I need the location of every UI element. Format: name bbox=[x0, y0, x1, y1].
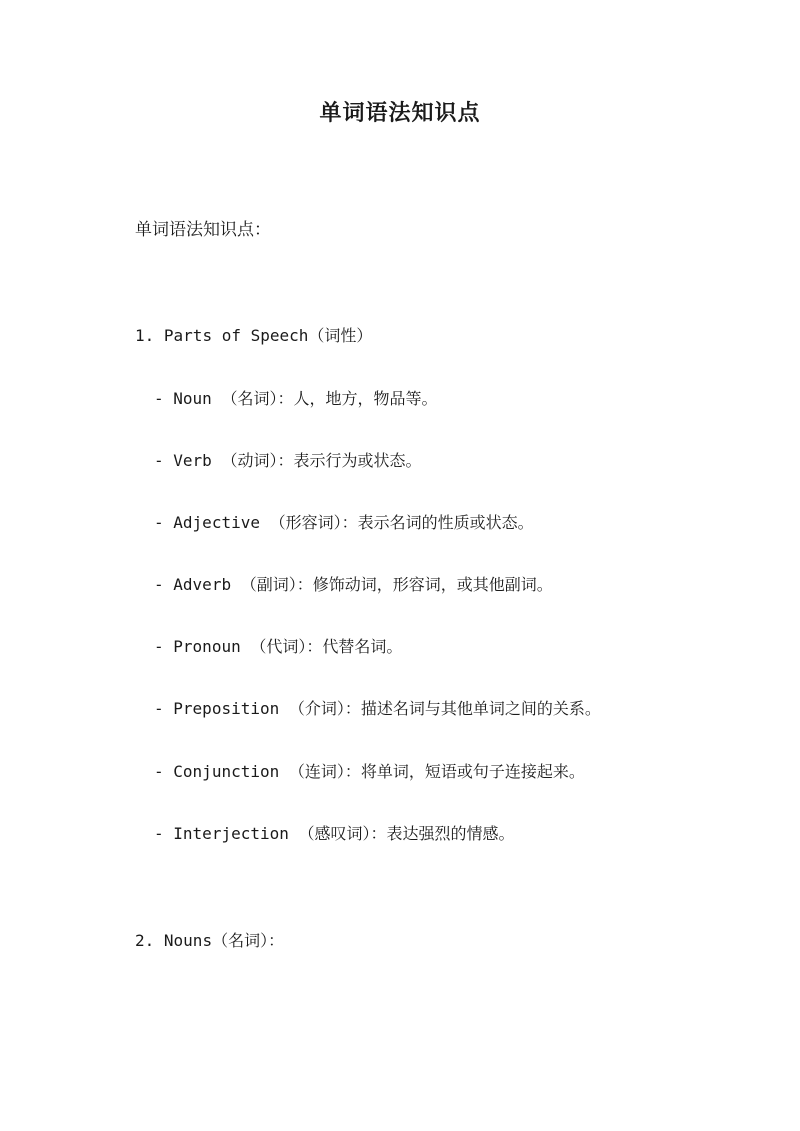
term-en: Noun bbox=[173, 389, 212, 408]
section-number: 2. bbox=[135, 931, 155, 950]
document-title: 单词语法知识点 bbox=[319, 100, 481, 126]
list-item bbox=[154, 449, 421, 473]
term-cn: （动词）：表示行为或状态。 bbox=[221, 451, 422, 470]
term-en: Adjective bbox=[173, 513, 260, 532]
list-dash: - bbox=[154, 389, 164, 408]
list-item bbox=[154, 511, 534, 535]
list-dash: - bbox=[154, 824, 164, 843]
list-dash: - bbox=[154, 513, 164, 532]
list-item bbox=[154, 387, 437, 411]
term-cn: （形容词）：表示名词的性质或状态。 bbox=[269, 513, 534, 532]
section-2-heading bbox=[135, 929, 284, 953]
term-cn: （代词）：代替名词。 bbox=[250, 637, 403, 656]
list-item bbox=[154, 635, 402, 659]
term-cn: （连词）：将单词，短语或句子连接起来。 bbox=[288, 762, 585, 781]
list-item bbox=[154, 822, 515, 846]
term-en: Conjunction bbox=[173, 762, 280, 781]
term-en: Preposition bbox=[173, 699, 280, 718]
section-number: 1. bbox=[135, 326, 155, 345]
intro-text: 单词语法知识点： bbox=[135, 220, 271, 240]
section-heading-cn: （名词）： bbox=[212, 931, 285, 950]
list-item bbox=[154, 697, 601, 721]
term-cn: （名词）：人，地方，物品等。 bbox=[221, 389, 438, 408]
term-en: Adverb bbox=[173, 575, 232, 594]
term-cn: （副词）：修饰动词，形容词，或其他副词。 bbox=[240, 575, 553, 594]
list-dash: - bbox=[154, 575, 164, 594]
term-cn: （介词）：描述名词与其他单词之间的关系。 bbox=[288, 699, 601, 718]
section-1-heading bbox=[135, 324, 372, 348]
term-en: Verb bbox=[173, 451, 212, 470]
list-dash: - bbox=[154, 451, 164, 470]
term-en: Pronoun bbox=[173, 637, 241, 656]
section-heading-en: Nouns bbox=[163, 931, 213, 950]
term-cn: （感叹词）：表达强烈的情感。 bbox=[298, 824, 515, 843]
list-dash: - bbox=[154, 762, 164, 781]
list-dash: - bbox=[154, 699, 164, 718]
section-heading-en: Parts of Speech bbox=[163, 326, 309, 345]
list-dash: - bbox=[154, 637, 164, 656]
term-en: Interjection bbox=[173, 824, 289, 843]
list-item bbox=[154, 760, 585, 784]
list-item bbox=[154, 573, 553, 597]
section-heading-cn: （词性） bbox=[308, 326, 373, 345]
